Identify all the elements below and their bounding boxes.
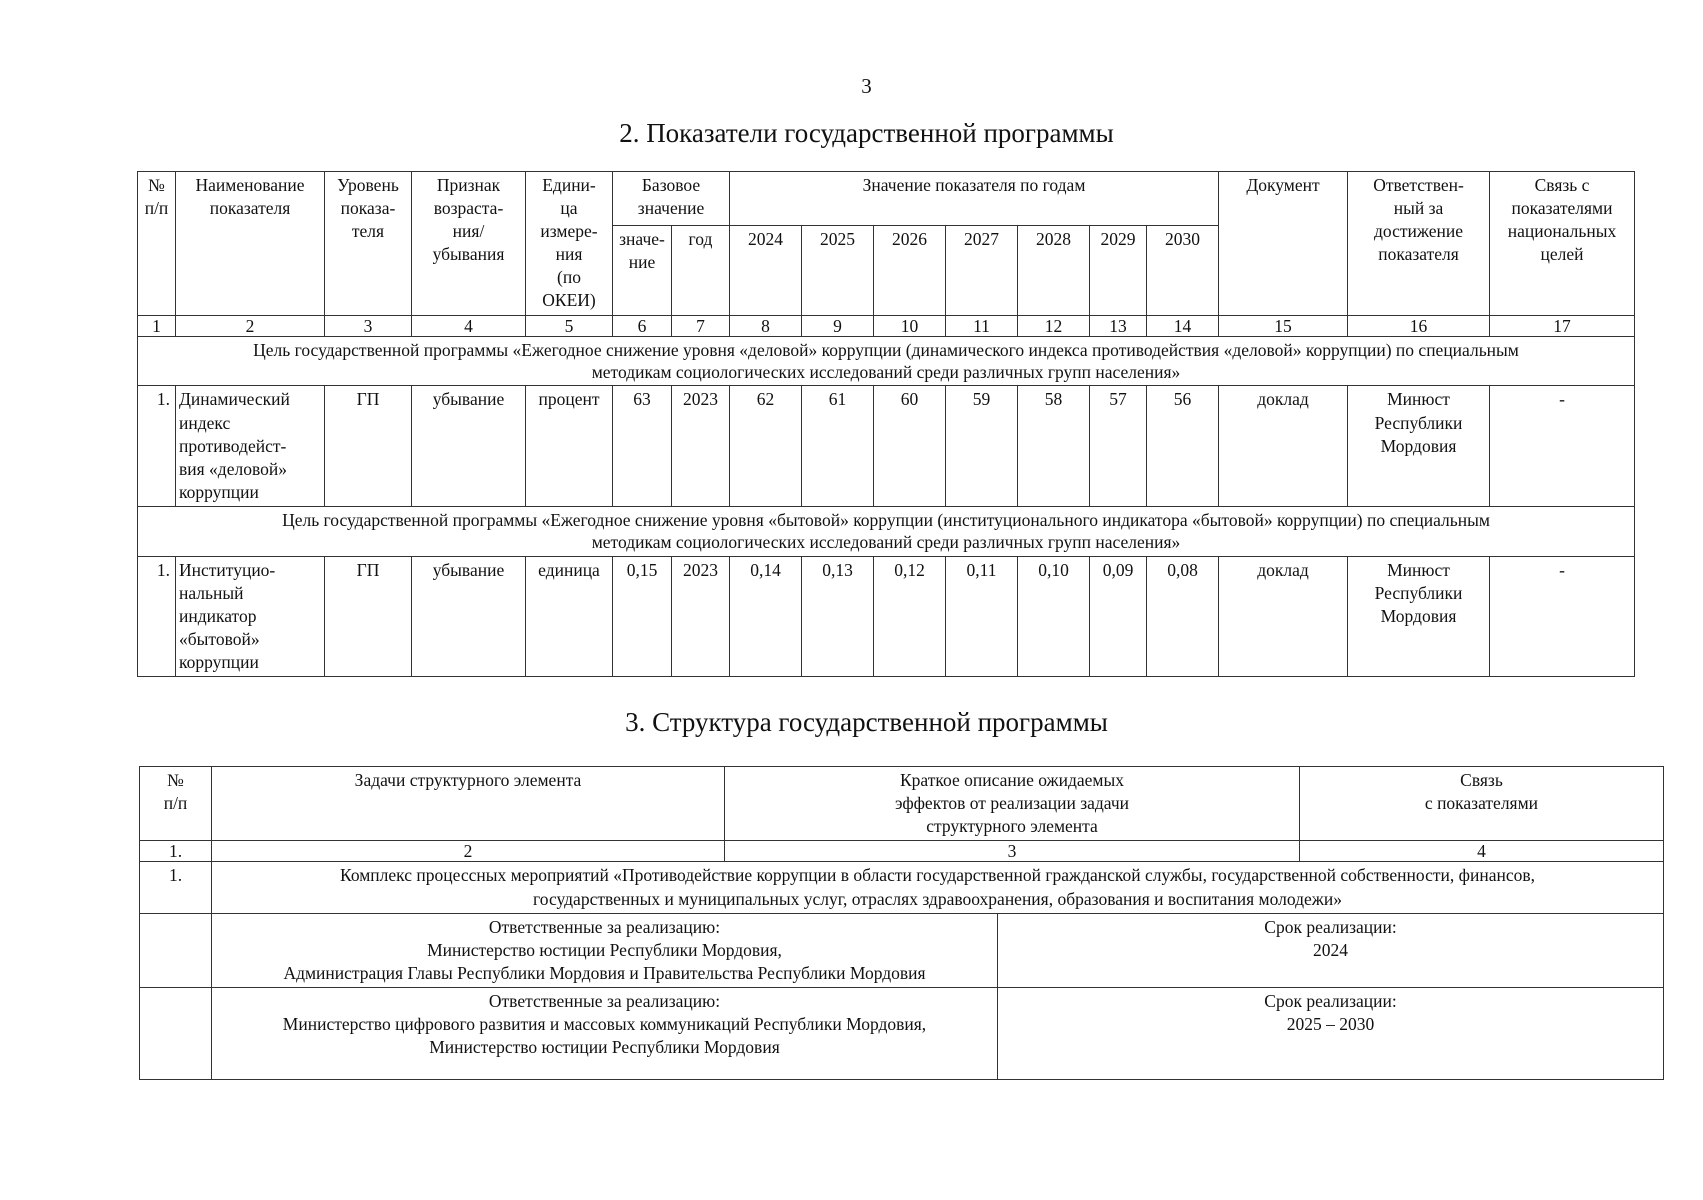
goal-row bbox=[138, 336, 1635, 386]
year-value: 0,09 bbox=[1090, 556, 1147, 676]
header-document: Документ bbox=[1219, 172, 1348, 316]
header-num: № п/п bbox=[138, 172, 176, 316]
indicator-document: доклад bbox=[1219, 386, 1348, 506]
header-base-value: значе- ние bbox=[613, 225, 672, 315]
column-number: 10 bbox=[874, 315, 946, 336]
base-year: 2023 bbox=[672, 556, 730, 676]
indicator-unit: процент bbox=[526, 386, 613, 506]
column-numbers-row bbox=[140, 841, 1664, 862]
column-number: 8 bbox=[730, 315, 802, 336]
header-year: 2029 bbox=[1090, 225, 1147, 315]
header-row bbox=[140, 767, 1664, 841]
year-value: 60 bbox=[874, 386, 946, 506]
period-num bbox=[140, 913, 212, 987]
base-value: 63 bbox=[613, 386, 672, 506]
indicator-name: Институцио- нальный индикатор «бытовой» коррупции bbox=[176, 556, 325, 676]
page-number: 3 bbox=[861, 74, 872, 98]
column-numbers-row bbox=[138, 315, 1635, 336]
column-number: 1 bbox=[138, 315, 176, 336]
header-year: 2025 bbox=[802, 225, 874, 315]
header-level: Уровень показа- теля bbox=[325, 172, 412, 316]
period-responsible: Ответственные за реализацию: Министерство цифрового развития и массовых коммуникаций Республики Мордовия, Министерство юстиции Республики Мордовия bbox=[212, 987, 998, 1079]
column-number: 6 bbox=[613, 315, 672, 336]
column-number: 4 bbox=[1300, 841, 1664, 862]
column-number: 12 bbox=[1018, 315, 1090, 336]
indicator-responsible: Минюст Республики Мордовия bbox=[1348, 556, 1490, 676]
column-number: 4 bbox=[412, 315, 526, 336]
indicator-link: - bbox=[1490, 556, 1635, 676]
indicator-row bbox=[138, 556, 1635, 676]
indicator-document: доклад bbox=[1219, 556, 1348, 676]
year-value: 0,14 bbox=[730, 556, 802, 676]
structure-table bbox=[139, 766, 1664, 1080]
column-number: 13 bbox=[1090, 315, 1147, 336]
header-year: 2028 bbox=[1018, 225, 1090, 315]
indicator-name: Динамический индекс противодейст- вия «деловой» коррупции bbox=[176, 386, 325, 506]
header-base: Базовое значение bbox=[613, 172, 730, 226]
header-tasks: Задачи структурного элемента bbox=[212, 767, 725, 841]
year-value: 0,12 bbox=[874, 556, 946, 676]
complex-row bbox=[140, 862, 1664, 913]
column-number: 11 bbox=[946, 315, 1018, 336]
header-year: 2030 bbox=[1147, 225, 1219, 315]
header-base-year: год bbox=[672, 225, 730, 315]
header-year: 2024 bbox=[730, 225, 802, 315]
indicator-trend: убывание bbox=[412, 386, 526, 506]
goal-text: Цель государственной программы «Ежегодное снижение уровня «деловой» коррупции (динамического индекса противодействия «деловой» коррупции) по специальным методикам социологических исследований среди различных групп населения» bbox=[138, 336, 1635, 386]
period-row bbox=[140, 913, 1664, 987]
indicator-link: - bbox=[1490, 386, 1635, 506]
header-link: Связь с показателями bbox=[1300, 767, 1664, 841]
header-link: Связь с показателями национальных целей bbox=[1490, 172, 1635, 316]
column-number: 1. bbox=[140, 841, 212, 862]
header-row bbox=[138, 172, 1635, 226]
goal-text: Цель государственной программы «Ежегодное снижение уровня «бытовой» коррупции (институционального индикатора «бытовой» коррупции) по специальным методикам социологических исследований среди различных групп населения» bbox=[138, 506, 1635, 556]
year-value: 0,13 bbox=[802, 556, 874, 676]
column-number: 14 bbox=[1147, 315, 1219, 336]
header-trend: Признак возраста- ния/ убывания bbox=[412, 172, 526, 316]
column-number: 2 bbox=[212, 841, 725, 862]
column-number: 7 bbox=[672, 315, 730, 336]
column-number: 16 bbox=[1348, 315, 1490, 336]
complex-title: Комплекс процессных мероприятий «Противодействие коррупции в области государственной гражданской службы, государственной собственности, финансов, государственных и муниципальных услуг, отраслях здравоохранения, образования и воспитания молодежи» bbox=[212, 862, 1664, 913]
header-name: Наименование показателя bbox=[176, 172, 325, 316]
row-num: 1. bbox=[138, 386, 176, 506]
indicator-level: ГП bbox=[325, 386, 412, 506]
row-num: 1. bbox=[138, 556, 176, 676]
year-value: 62 bbox=[730, 386, 802, 506]
year-value: 56 bbox=[1147, 386, 1219, 506]
indicator-row bbox=[138, 386, 1635, 506]
year-value: 61 bbox=[802, 386, 874, 506]
period-num bbox=[140, 987, 212, 1079]
year-value: 59 bbox=[946, 386, 1018, 506]
period-term: Срок реализации: 2025 – 2030 bbox=[998, 987, 1664, 1079]
period-row bbox=[140, 987, 1664, 1079]
base-year: 2023 bbox=[672, 386, 730, 506]
header-year: 2027 bbox=[946, 225, 1018, 315]
complex-num: 1. bbox=[140, 862, 212, 913]
year-value: 0,11 bbox=[946, 556, 1018, 676]
section-3-title: 3. Структура государственной программы bbox=[625, 707, 1108, 737]
column-number: 9 bbox=[802, 315, 874, 336]
header-num: № п/п bbox=[140, 767, 212, 841]
period-responsible: Ответственные за реализацию: Министерство юстиции Республики Мордовия, Администрация Главы Республики Мордовия и Правительства Республики Мордовия bbox=[212, 913, 998, 987]
indicator-responsible: Минюст Республики Мордовия bbox=[1348, 386, 1490, 506]
column-number: 3 bbox=[325, 315, 412, 336]
header-year: 2026 bbox=[874, 225, 946, 315]
indicators-table bbox=[137, 171, 1635, 677]
year-value: 57 bbox=[1090, 386, 1147, 506]
column-number: 17 bbox=[1490, 315, 1635, 336]
year-value: 0,08 bbox=[1147, 556, 1219, 676]
header-responsible: Ответствен- ный за достижение показателя bbox=[1348, 172, 1490, 316]
indicator-unit: единица bbox=[526, 556, 613, 676]
header-effects: Краткое описание ожидаемых эффектов от реализации задачи структурного элемента bbox=[725, 767, 1300, 841]
year-value: 58 bbox=[1018, 386, 1090, 506]
section-2-title: 2. Показатели государственной программы bbox=[619, 118, 1114, 148]
period-term: Срок реализации: 2024 bbox=[998, 913, 1664, 987]
column-number: 5 bbox=[526, 315, 613, 336]
column-number: 2 bbox=[176, 315, 325, 336]
indicator-trend: убывание bbox=[412, 556, 526, 676]
header-years-group: Значение показателя по годам bbox=[730, 172, 1219, 226]
indicator-level: ГП bbox=[325, 556, 412, 676]
header-unit: Едини- ца измере- ния (по ОКЕИ) bbox=[526, 172, 613, 316]
base-value: 0,15 bbox=[613, 556, 672, 676]
column-number: 3 bbox=[725, 841, 1300, 862]
column-number: 15 bbox=[1219, 315, 1348, 336]
year-value: 0,10 bbox=[1018, 556, 1090, 676]
goal-row bbox=[138, 506, 1635, 556]
